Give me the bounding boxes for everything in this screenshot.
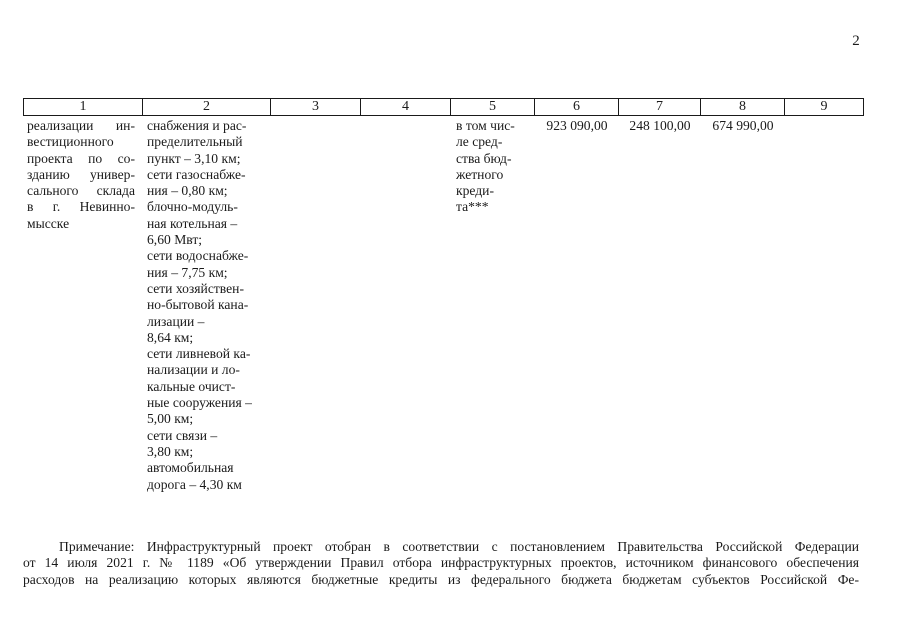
footnote-line: Примечание: Инфраструктурный проект отобран в соответствии с постановлением Правительства Российской Федерации: [59, 539, 859, 554]
text-line: кальные очист-: [147, 378, 236, 394]
text-line: 6,60 Мвт;: [147, 232, 203, 248]
column-number-8: 8: [700, 99, 784, 115]
text-line: сети хозяйствен-: [147, 280, 244, 296]
text-line: ства бюд-: [456, 150, 512, 166]
column-number-9: 9: [784, 99, 863, 115]
text-line: ле сред-: [456, 134, 503, 150]
text-line: креди-: [456, 183, 494, 199]
text-line: вестиционного: [27, 134, 114, 150]
text-line: та***: [456, 199, 489, 215]
text-line: жетного: [456, 166, 504, 182]
table-header-row: [23, 98, 864, 116]
text-line: 8,64 км;: [147, 329, 194, 345]
text-line: ния – 7,75 км;: [147, 264, 228, 280]
text-line: реализации ин-: [27, 118, 135, 133]
column-number-5: 5: [450, 99, 534, 115]
text-line: 3,80 км;: [147, 443, 194, 459]
amount-col6-cell: 923 090,00: [546, 118, 608, 133]
text-line: автомобильная: [147, 460, 234, 476]
funding-source-cell: [456, 118, 534, 216]
text-line: 5,00 км;: [147, 411, 194, 427]
amount-col8-cell: 674 990,00: [712, 118, 774, 133]
text-line: но-бытовой кана-: [147, 297, 249, 313]
text-line: зданию универ-: [27, 166, 135, 182]
text-line: мысске: [27, 215, 70, 231]
text-line: проекта по со-: [27, 150, 135, 166]
text-line: сети связи –: [147, 427, 218, 443]
text-line: в г. Невинно-: [27, 199, 135, 215]
text-line: в том чис-: [456, 118, 515, 133]
project-description-cell: [27, 118, 135, 232]
page-number: 2: [852, 33, 860, 49]
column-number-6: 6: [534, 99, 618, 115]
infrastructure-objects-cell: [147, 118, 269, 493]
text-line: пункт – 3,10 км;: [147, 150, 241, 166]
column-number-1: 1: [79, 99, 87, 114]
text-line: сети водоснабже-: [147, 248, 249, 264]
amount-col7-cell: 248 100,00: [629, 118, 691, 133]
column-number-2: 2: [142, 99, 270, 115]
text-line: ная котельная –: [147, 215, 238, 231]
text-line: нализации и ло-: [147, 362, 240, 378]
column-number-3: 3: [270, 99, 360, 115]
text-line: снабжения и рас-: [147, 118, 247, 133]
text-line: лизации –: [147, 313, 205, 329]
column-number-7: 7: [618, 99, 700, 115]
text-line: сети газоснабже-: [147, 166, 246, 182]
footnote-line: от 14 июля 2021 г. № 1189 «Об утверждении Правил отбора инфраструктурных проектов, источником финансового обеспечения: [23, 555, 859, 571]
text-line: пределительный: [147, 134, 243, 150]
text-line: дорога – 4,30 км: [147, 476, 242, 492]
text-line: сального склада: [27, 183, 135, 199]
text-line: сети ливневой ка-: [147, 346, 251, 362]
text-line: ные сооружения –: [147, 395, 252, 411]
footnote: [23, 539, 859, 588]
text-line: ния – 0,80 км;: [147, 183, 228, 199]
text-line: блочно-модуль-: [147, 199, 238, 215]
footnote-line: расходов на реализацию которых являются бюджетные кредиты из федерального бюджета бюджетам субъектов Российской Фе-: [23, 571, 859, 587]
column-number-4: 4: [360, 99, 450, 115]
